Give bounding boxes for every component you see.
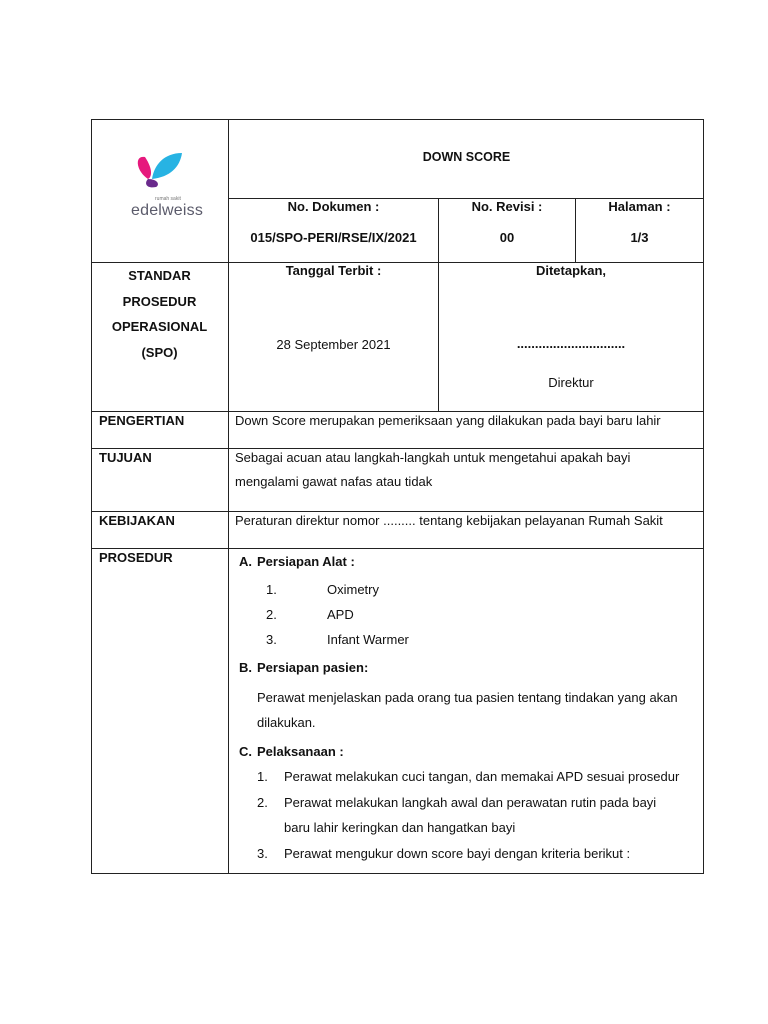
list-item: Perawat melakukan langkah awal dan perawatan rutin pada bayi: [284, 795, 657, 810]
spo-line: PROSEDUR: [122, 293, 197, 309]
page-label: Halaman :: [608, 199, 671, 214]
spo-line: (SPO): [141, 344, 178, 360]
revision-value: 00: [499, 230, 515, 245]
section-a-title: Persiapan Alat :: [257, 554, 355, 569]
pengertian-label: PENGERTIAN: [99, 413, 185, 428]
section-b-title: Persiapan pasien:: [257, 660, 369, 675]
list-item-number: 3.: [266, 632, 277, 647]
logo-tagline: rumah sakit: [155, 196, 181, 202]
page-value: 1/3: [630, 230, 649, 245]
section-a-marker: A.: [239, 554, 252, 569]
prosedur-label: PROSEDUR: [99, 550, 173, 565]
section-b-marker: B.: [239, 660, 252, 675]
list-item: Oximetry: [327, 582, 379, 597]
list-item: Infant Warmer: [327, 632, 409, 647]
row-divider: [91, 411, 704, 412]
tujuan-label: TUJUAN: [99, 450, 152, 465]
row-divider: [91, 511, 704, 512]
list-item: Perawat mengukur down score bayi dengan kriteria berikut :: [284, 846, 631, 861]
logo-brand: edelweiss: [131, 202, 204, 219]
spo-title: [91, 263, 228, 365]
spo-line: STANDAR: [128, 268, 191, 283]
list-item-number: 1.: [266, 582, 277, 597]
kebijakan-text: Peraturan direktur nomor ......... tentang kebijakan pelayanan Rumah Sakit: [235, 513, 663, 528]
revision-label: No. Revisi :: [471, 199, 543, 214]
spo-line: OPERASIONAL: [111, 319, 208, 334]
issue-date-label: Tanggal Terbit :: [285, 263, 382, 278]
kebijakan-label: KEBIJAKAN: [99, 513, 175, 528]
table-border-top: [91, 119, 704, 120]
approver-role: Direktur: [548, 375, 594, 390]
table-border-left: [91, 119, 92, 874]
signature-dots: ..............................: [516, 336, 626, 351]
list-item-number: 3.: [257, 846, 268, 861]
list-item-number: 2.: [257, 795, 268, 810]
pengertian-text: Down Score merupakan pemeriksaan yang dilakukan pada bayi baru lahir: [235, 413, 661, 428]
list-item-continuation: baru lahir keringkan dan hangatkan bayi: [284, 820, 516, 835]
section-c-title: Pelaksanaan :: [257, 744, 344, 759]
tujuan-text-line: mengalami gawat nafas atau tidak: [235, 474, 433, 489]
doc-number-label: No. Dokumen :: [287, 199, 380, 214]
row-divider: [91, 448, 704, 449]
section-b-text-line: dilakukan.: [257, 715, 316, 730]
document-title: DOWN SCORE: [422, 150, 511, 164]
spo-document-table: [91, 119, 704, 873]
section-c-marker: C.: [239, 744, 252, 759]
list-item: APD: [327, 607, 354, 622]
list-item: Perawat melakukan cuci tangan, dan memakai APD sesuai prosedur: [284, 769, 680, 784]
list-item-number: 1.: [257, 769, 268, 784]
doc-number-value: 015/SPO-PERI/RSE/IX/2021: [250, 230, 417, 245]
tujuan-text-line: Sebagai acuan atau langkah-langkah untuk mengetahui apakah bayi: [235, 450, 631, 465]
list-item-number: 2.: [266, 607, 277, 622]
section-b-text-line: Perawat menjelaskan pada orang tua pasien tentang tindakan yang akan: [257, 690, 678, 705]
row-divider: [91, 548, 704, 549]
table-border-bottom: [91, 873, 704, 874]
issue-date-value: 28 September 2021: [276, 337, 391, 352]
table-border-right: [703, 119, 704, 874]
hospital-logo: [100, 127, 218, 227]
approved-label: Ditetapkan,: [535, 263, 607, 278]
